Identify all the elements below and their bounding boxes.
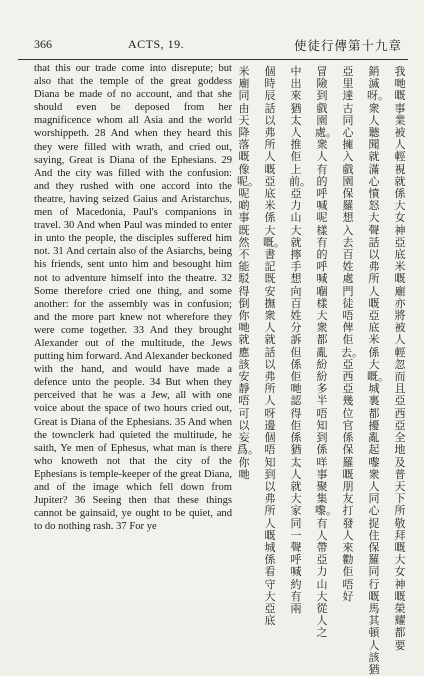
chinese-column: 亞里達古同心擁入戲園保羅想入去百姓處門徒唔俾佢去。亞西亞幾位官係保羅嘅朋友打發人來勸佢唔好 xyxy=(341,65,363,603)
running-title: ACTS, 19. xyxy=(128,37,185,51)
page-number: 366 xyxy=(34,37,52,51)
english-paragraph: that this our trade come into disrepute; but also that the temple of the great goddess Diana be made of no account, and that she should even be deposed from her magnificence whom all Asia and the world worshippeth. 28 And when they heard this they were filled with wrath, and cried out, saying, Great is Diana of the Ephesians. 29 And the city was filled with the confusion: and they rushed with one accord into the theatre, having seized Gaius and Aristarchus, men of Macedonia, Paul's companions in travel. 30 And when Paul was minded to enter in unto the people, the disciples suffered him not. 31 And certain also of the Asiarchs, being his friends, sent unto him and besought him not to adventure himself into the theatre. 32 Some therefore cried one thing, and some another: for the assembly was in confusion; and the more part knew not wherefore they were come together. 33 And they brought Alexander out of the multitude, the Jews putting him forward. And Alexander beckoned with the hand, and would have made a defence unto the people. 34 But when they perceived that he was a Jew, all with one voice about the space of two hours cried out, Great is Diana of the Ephesians. 35 And when the townclerk had quieted the multitude, he saith, Ye men of Ephesus, what man is there who knoweth not that the city of the Ephesians is temple-keeper of the great Diana, and of the image which fell down from Jupiter? 36 Seeing then that these things cannot be gainsaid, ye ought to be quiet, and to do nothing rash. 37 For ye xyxy=(34,63,232,533)
chinese-column: 我哋嘅事業被人輕視就係大女神亞底米嘅廟亦將被人輕忽而且亞西亞全地及普天下所敬拜嘅大女神嘅榮耀都要 xyxy=(394,65,406,652)
chinese-column: 中出來猶太人推佢上前。亞力山大就擰手想向百姓分訴但係佢哋認得佢係猶太人就大家同一聲呼喊約有兩 xyxy=(289,65,311,615)
chinese-column: 冒險到戲園處。衆人有的呼喊呢樣有的呼喊嗰樣大衆都亂紛紛多半唔知到係咩事聚集嚟。有人帶亞力山大從人之 xyxy=(315,65,337,640)
chinese-column: 銷滅呀。衆人聽聞就滿心憤怒大聲話以弗所人嘅亞底米係大嘅。城裏都擾亂起嚟衆人同心捉住保羅同行嘅馬其頓人該猶 xyxy=(367,65,389,676)
chinese-text-columns xyxy=(237,65,407,676)
chinese-column: 米廟同由天降落嘅像呢。呢啲事既然不能駁得倒你哋就應該安靜唔可以妄爲。你哋 xyxy=(237,65,259,481)
english-text-column xyxy=(34,62,232,533)
header-rule xyxy=(18,59,408,60)
chinese-running-title: 使徒行傳第十九章 xyxy=(293,38,402,53)
page-header xyxy=(20,34,410,56)
chinese-column: 個時辰話以弗所人嘅亞底米係大嘅。書記既安撫衆人就話以弗所人呀邊個唔知到以弗所人嘅城係看守大亞底 xyxy=(263,65,285,628)
